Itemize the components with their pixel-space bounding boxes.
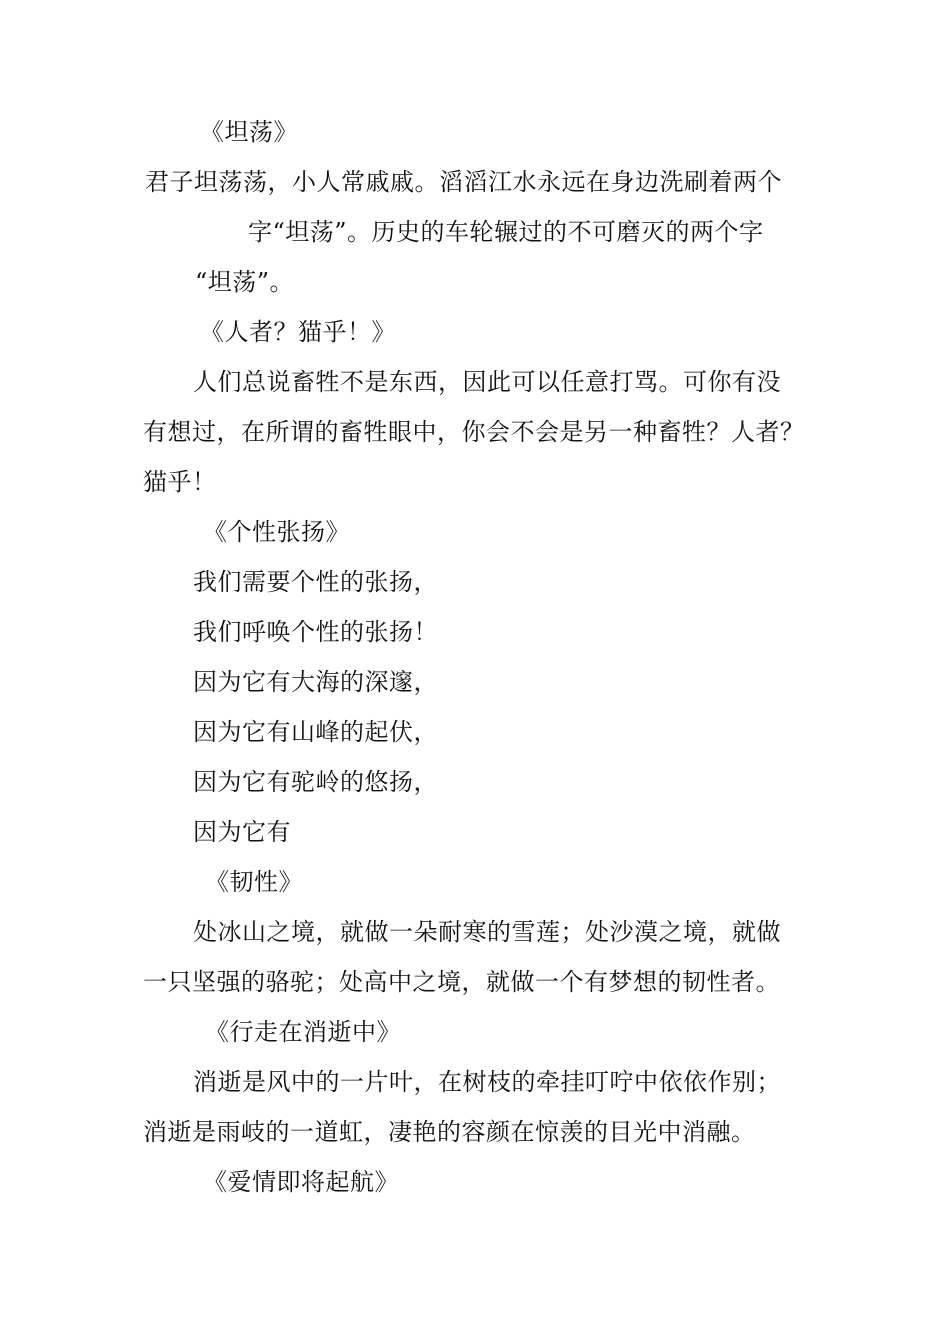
- title-gexing: 《个性张扬》: [203, 518, 350, 546]
- paragraph-line: 猫乎！: [143, 468, 217, 496]
- title-renzhe: 《人者？猫乎！》: [200, 318, 396, 346]
- title-tandang: 《坦荡》: [200, 118, 298, 146]
- title-renxing: 《韧性》: [205, 868, 303, 896]
- paragraph-line: “坦荡”。: [195, 268, 295, 296]
- paragraph-line: 君子坦荡荡，小人常戚戚。滔滔江水永远在身边洗刷着两个: [145, 168, 782, 196]
- title-aiqing: 《爱情即将起航》: [203, 1168, 399, 1196]
- poem-line: 因为它有大海的深邃，: [193, 668, 438, 696]
- paragraph-line: 一只坚强的骆驼；处高中之境，就做一个有梦想的韧性者。: [143, 968, 780, 996]
- title-xiaoshi: 《行走在消逝中》: [205, 1018, 401, 1046]
- paragraph-line: 人们总说畜牲不是东西，因此可以任意打骂。可你有没: [193, 368, 781, 396]
- paragraph-line: 有想过，在所谓的畜牲眼中，你会不会是另一种畜牲？人者？: [143, 418, 805, 446]
- paragraph-line: 处冰山之境，就做一朵耐寒的雪莲；处沙漠之境，就做: [193, 918, 781, 946]
- poem-line: 我们呼唤个性的张扬！: [193, 618, 438, 646]
- paragraph-line: 消逝是雨岐的一道虹，凄艳的容颜在惊羡的目光中消融。: [143, 1118, 756, 1146]
- poem-line: 因为它有山峰的起伏，: [193, 718, 438, 746]
- paragraph-line: 消逝是风中的一片叶，在树枝的牵挂叮咛中依依作别；: [193, 1068, 781, 1096]
- poem-line: 因为它有: [193, 818, 291, 846]
- poem-line: 因为它有驼岭的悠扬，: [193, 768, 438, 796]
- paragraph-line: 字“坦荡”。历史的车轮辗过的不可磨灭的两个字: [248, 218, 764, 246]
- poem-line: 我们需要个性的张扬，: [193, 568, 438, 596]
